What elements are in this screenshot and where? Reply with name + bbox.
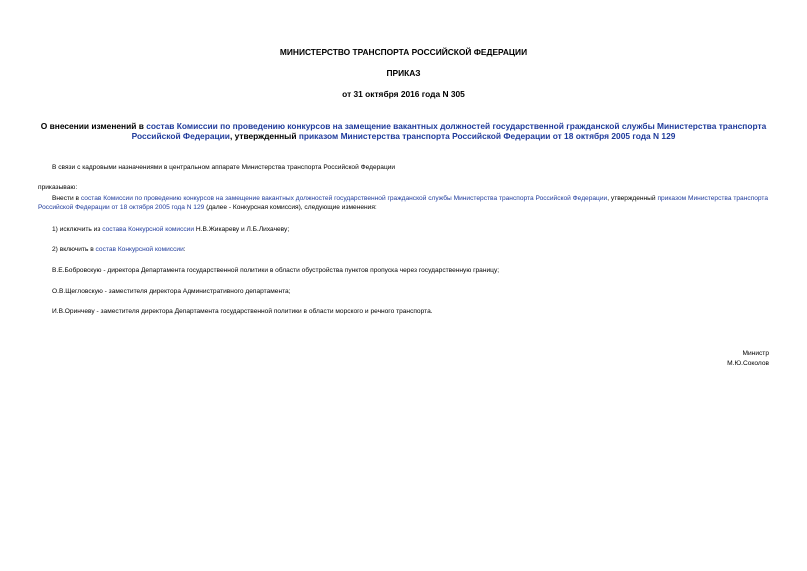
item-exclude <box>52 225 289 234</box>
document-title <box>40 121 767 141</box>
main-middle: , утвержденный <box>607 195 658 202</box>
signature-position: Министр <box>742 350 769 357</box>
document-type: ПРИКАЗ <box>386 68 421 78</box>
title-middle: , утвержденный <box>229 131 299 141</box>
item-include-suffix: : <box>183 246 186 253</box>
title-prefix: О внесении изменений в <box>40 121 147 131</box>
item-include-prefix: 2) включить в <box>52 246 96 253</box>
item-exclude-suffix: Н.В.Жикареву и Л.Б.Лихачеву; <box>194 226 290 233</box>
main-prefix: Внести в <box>52 195 81 202</box>
order-word: приказываю: <box>38 184 78 191</box>
member-orincheva: И.В.Оринчеву - заместителя директора Департамента государственной политики в области морского и речного транспорта. <box>52 308 433 315</box>
item-exclude-link[interactable]: состава Конкурсной комиссии <box>102 226 195 233</box>
main-paragraph <box>38 194 768 212</box>
main-link-commission[interactable]: состав Комиссии по проведению конкурсов на замещение вакантных должностей государственной гражданской службы Министерства транспорта Российской Федерации <box>80 195 608 202</box>
title-link-commission[interactable]: состав Комиссии по проведению конкурсов на замещение вакантных должностей государственной гражданской службы Министерства транспорта Российской Федерации <box>131 121 767 141</box>
document-date-number: от 31 октября 2016 года N 305 <box>342 89 465 99</box>
ministry-heading: МИНИСТЕРСТВО ТРАНСПОРТА РОССИЙСКОЙ ФЕДЕРАЦИИ <box>279 47 528 57</box>
main-suffix: (далее - Конкурсная комиссия), следующие изменения: <box>204 204 377 211</box>
item-exclude-prefix: 1) исключить из <box>52 226 103 233</box>
main-link-order[interactable]: приказом Министерства транспорта Российской Федерации от 18 октября 2005 года N 129 <box>38 195 769 211</box>
title-link-order[interactable]: приказом Министерства транспорта Российской Федерации от 18 октября 2005 года N 129 <box>298 131 676 141</box>
item-include <box>52 245 186 254</box>
member-shcheglovskaya: О.В.Щегловскую - заместителя директора Административного департамента; <box>52 288 291 295</box>
intro-paragraph: В связи с кадровыми назначениями в центральном аппарате Министерства транспорта Российской Федерации <box>52 164 396 171</box>
signature-name: М.Ю.Соколов <box>727 360 769 367</box>
item-include-link[interactable]: состав Конкурсной комиссии <box>95 246 184 253</box>
member-bobrovskaya: В.Е.Бобровскую - директора Департамента государственной политики в области обустройства пунктов пропуска через государственную границу; <box>52 267 500 274</box>
